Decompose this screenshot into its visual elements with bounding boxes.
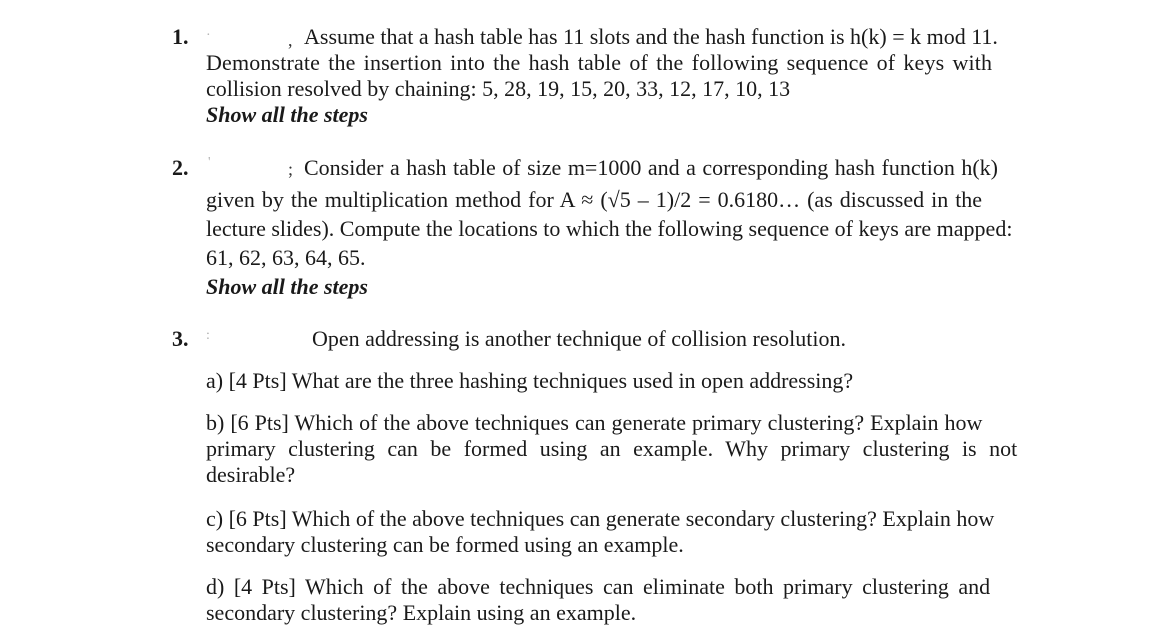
problem-text [304,155,1032,181]
problem-number: 2. [172,155,189,180]
text-line: secondary clustering? Explain using an example. [206,600,637,625]
problem-number: 3. [172,326,189,351]
text-line: Demonstrate the insertion into the hash table of the following sequence of keys with [206,50,993,75]
text-line: Assume that a hash table has 11 slots and the hash function is h(k) = k mod 11. [304,24,998,49]
text-line: 61, 62, 63, 64, 65. [206,245,366,270]
part-c [206,506,1032,558]
part-d [206,574,1032,626]
redaction-mark: , [288,30,293,50]
problem-text [206,50,1032,128]
text-line: Consider a hash table of size m=1000 and a corresponding hash function h(k) [304,155,999,180]
redaction-mark: ; [288,159,294,179]
text-line: c) [6 Pts] Which of the above techniques can generate secondary clustering? Explain how [206,506,995,531]
text-line: primary clustering can be formed using an example. Why primary clustering is not [206,436,1018,461]
problem-text [206,185,1032,301]
text-line: desirable? [206,462,296,487]
text-line: secondary clustering can be formed using an example. [206,532,684,557]
text-line: b) [6 Pts] Which of the above techniques can generate primary clustering? Explain how [206,410,983,435]
problem-text [304,24,1032,50]
redaction-mark: ' [208,155,211,170]
text-line: lecture slides). Compute the locations to which the following sequence of keys are mapped: [206,216,1013,241]
problem-intro [312,326,1032,352]
part-a [206,368,1032,394]
redaction-mark: : [206,328,210,343]
text-line: given by the multiplication method for A ≈ (√5 – 1)/2 = 0.6180… (as discussed in the [206,187,983,212]
show-steps-note: Show all the steps [206,102,368,127]
text-line: collision resolved by chaining: 5, 28, 19, 15, 20, 33, 12, 17, 10, 13 [206,76,791,101]
redaction-mark: · [206,28,211,43]
show-steps-note: Show all the steps [206,274,368,299]
text-line: Open addressing is another technique of collision resolution. [312,326,846,351]
problem-number: 1. [172,24,189,49]
text-line: a) [4 Pts] What are the three hashing techniques used in open addressing? [206,368,854,393]
text-line: d) [4 Pts] Which of the above techniques can eliminate both primary clustering and [206,574,991,599]
part-b [206,410,1032,488]
